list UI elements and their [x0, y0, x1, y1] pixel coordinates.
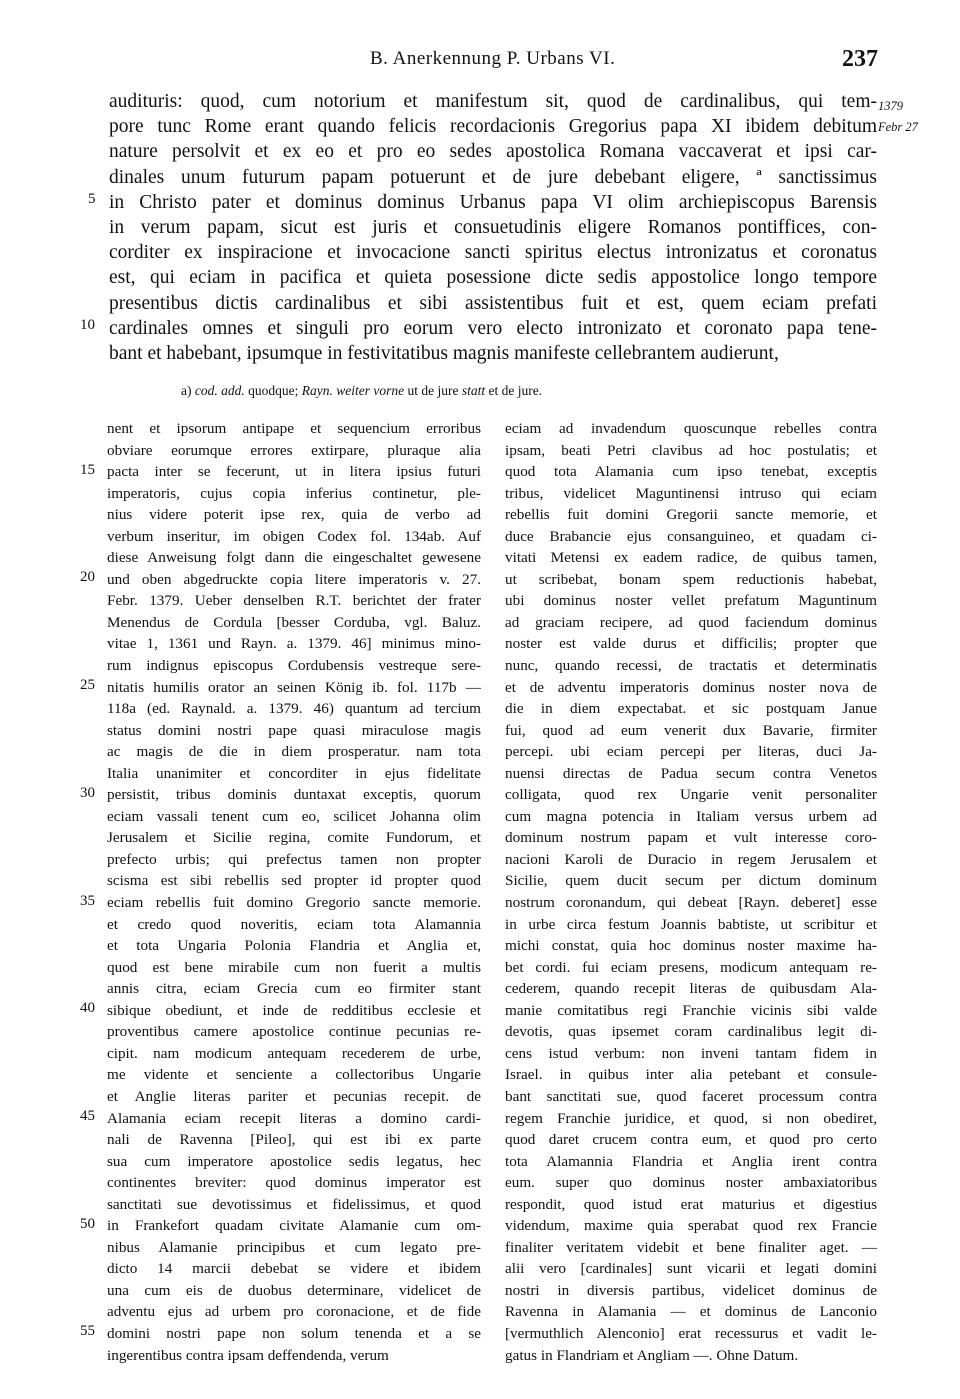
- text-line: eciam vassali tenent cum eo, scilicet Johanna olim: [107, 807, 481, 825]
- footnote-part: Rayn. weiter vorne: [301, 383, 405, 398]
- text-line: nostri in diversis partibus, videlicet dominus de: [505, 1281, 877, 1299]
- text-line: sua cum imperatore apostolice sedis legatus, hec: [107, 1152, 481, 1170]
- text-line: dominum nostrum papam et vult interesse coro-: [505, 829, 877, 847]
- text-line: nitatis humilis orator an seinen König ib. fol. 117b —: [107, 678, 481, 696]
- text-line: ad graciam recipere, ad quod faciendum dominus: [505, 613, 877, 631]
- right-column: [505, 418, 877, 1366]
- text-line: Israel. in quibus inter alia petebant et consule-: [505, 1066, 877, 1084]
- text-line: [vermuthlich Alenconio] erat recessurus et vadit le-: [505, 1324, 877, 1342]
- text-line: ipsam, beati Petri clavibus ad hoc postulatis; et: [505, 441, 877, 459]
- text-line: regem Franchie juridice, et quod, si non obediret,: [505, 1109, 877, 1127]
- text-line: pore tunc Rome erant quando felicis recordacionis Gregorius papa XI ibidem debitum: [109, 116, 877, 138]
- text-line: et Anglie literas pariter et pecunias recepit. de: [107, 1087, 481, 1105]
- text-line: domini nostri pape non solum tenenda et a se: [107, 1324, 481, 1342]
- text-line: ingerentibus contra ipsam deffendenda, verum: [107, 1346, 389, 1364]
- line-number: 15: [80, 462, 95, 478]
- text-line: rebellis fuit domini Gregorii sancte memorie, et: [505, 506, 877, 524]
- text-line: me vidente et senciente a collectoribus Ungarie: [107, 1066, 481, 1084]
- running-header: [0, 36, 960, 76]
- text-line: Italia unanimiter et concorditer in ejus fidelitate: [107, 764, 481, 782]
- text-line: audituris: quod, cum notorium et manifestum sit, quod de cardinalibus, qui tem-: [109, 91, 877, 112]
- text-line: duce Brabancie ejus consanguineo, et quadam ci-: [505, 527, 877, 545]
- text-line: fui, quod ad eum venerit dux Bavarie, firmiter: [505, 721, 877, 739]
- text-line: proventibus camere apostolice continue pecunias re-: [107, 1023, 481, 1041]
- line-number: 25: [80, 677, 95, 693]
- text-line: die in diem expectabat. et sic postquam Janue: [505, 700, 877, 718]
- line-number: 55: [80, 1323, 95, 1339]
- footnote: [181, 383, 542, 399]
- margin-date-note: [878, 96, 938, 138]
- text-line: colligata, quod rex Ungarie venit personaliter: [505, 786, 877, 804]
- text-line: bet cordi. fui eciam presens, modicum antequam re-: [505, 958, 877, 976]
- text-line: in Frankefort quadam civitate Alamanie cum om-: [107, 1217, 481, 1235]
- text-line: in verum papam, sicut est juris et consuetudinis eligere Romanos pontiffices, con-: [109, 217, 877, 239]
- text-line: dinales unum futurum papam potuerunt et de jure debebant eligere, ª sanctissimus: [109, 166, 877, 188]
- text-line: ac magis de die in diem prosperatur. nam tota: [107, 743, 481, 761]
- text-line: pacta inter se fecerunt, ut in litera ipsius futuri: [107, 463, 481, 481]
- text-line: nature persolvit et ex eo et pro eo sedes apostolica Romana vaccaverat et ipsi car-: [109, 141, 877, 163]
- text-line: nunc, quando recessi, de tractatis et determinatis: [505, 657, 877, 675]
- left-column: [107, 418, 481, 1366]
- text-line: eciam rebellis fuit domino Gregorio sancte memorie.: [107, 894, 481, 912]
- text-line: bant sanctitati sue, quod faceret processum contra: [505, 1087, 877, 1105]
- margin-year: 1379: [878, 99, 903, 113]
- text-line: quod tota Alamania cum ipso tenebat, exceptis: [505, 463, 877, 481]
- text-line: adventu ejus ad urbem pro coronacione, et de fide: [107, 1303, 481, 1321]
- text-line: bant et habebant, ipsumque in festivitatibus magnis manifeste cellebrantem audierunt,: [109, 343, 779, 365]
- text-line: una cum eis de duobus determinare, videlicet de: [107, 1281, 481, 1299]
- text-line: 118a (ed. Raynald. a. 1379. 46) quantum ad tercium: [107, 700, 481, 718]
- text-line: respondit, quod istud erat maturius et digestius: [505, 1195, 877, 1213]
- text-line: in urbe circa festum Joannis babtiste, ut scribitur et: [505, 915, 877, 933]
- text-line: et credo quod noveritis, eciam tota Alamannia: [107, 915, 481, 933]
- line-number: 30: [80, 785, 95, 801]
- text-line: nostrum coronandum, qui debeat [Rayn. deberet] esse: [505, 894, 877, 912]
- page-number: 237: [842, 46, 878, 72]
- text-line: alii vero [cardinales] sunt vicarii et legati domini: [505, 1260, 877, 1278]
- line-number: 10: [80, 317, 95, 333]
- text-line: persistit, tribus dominis duntaxat exceptis, quorum: [107, 786, 481, 804]
- text-line: cipit. nam modicum antequam recederem de urbe,: [107, 1044, 481, 1062]
- text-line: sibique obediunt, et inde de redditibus ecclesie et: [107, 1001, 481, 1019]
- footnote-part: statt: [461, 383, 486, 398]
- text-line: verbum inseritur, im obigen Codex fol. 134ab. Auf: [107, 527, 481, 545]
- running-title: B. Anerkennung P. Urbans VI.: [370, 48, 616, 69]
- text-line: cederem, quando recepit literas de quibusdam Ala-: [505, 980, 877, 998]
- text-line: gatus in Flandriam et Angliam —. Ohne Datum.: [505, 1346, 799, 1364]
- line-number: 20: [80, 569, 95, 585]
- line-number: 40: [80, 1000, 95, 1016]
- text-line: Sicilie, quem ducit secum per dictum dominum: [505, 872, 877, 890]
- text-line: Febr. 1379. Ueber denselben R.T. berichtet der frater: [107, 592, 481, 610]
- text-line: devotis, quas ipsemet coram cardinalibus legit di-: [505, 1023, 877, 1041]
- text-line: nuensi directas de Padua secum contra Venetos: [505, 764, 877, 782]
- text-line: imperatoris, cujus copia inferius continetur, ple-: [107, 484, 481, 502]
- text-line: nacioni Karoli de Duracio in regem Jerusalem et: [505, 850, 877, 868]
- text-line: nent et ipsorum antipape et sequencium erroribus: [107, 420, 481, 437]
- text-line: Menendus de Cordula [besser Corduba, vgl. Baluz.: [107, 613, 481, 631]
- text-line: tota Alamannia Flandria et Anglia irent contra: [505, 1152, 877, 1170]
- line-number: 35: [80, 893, 95, 909]
- text-line: diese Anweisung folgt dann die eingeschaltet gewesene: [107, 549, 481, 567]
- text-line: annis citra, eciam Grecia cum eo firmiter stant: [107, 980, 481, 998]
- text-line: ubi dominus noster vellet prefatum Maguntinum: [505, 592, 877, 610]
- text-line: Ravenna in Alamania — et dominus de Lanconio: [505, 1303, 877, 1321]
- text-line: cum magna potencia in Italiam versus urbem ad: [505, 807, 877, 825]
- text-line: percepi. ubi eciam percepi per literas, duci Ja-: [505, 743, 877, 761]
- text-line: scisma est sibi rebellis sed propter id propter quod: [107, 872, 481, 890]
- text-line: corditer ex inspiracione et invocacione sancti spiritus electus intronizatus et coronatus: [109, 242, 877, 264]
- text-line: vitae 1, 1361 und Rayn. a. 1379. 46] minimus mino-: [107, 635, 481, 653]
- line-number: 45: [80, 1108, 95, 1124]
- text-line: ut scribebat, bonam spem reductionis habebat,: [505, 570, 877, 588]
- footnote-part: ut de jure: [407, 383, 459, 398]
- text-line: und oben abgedruckte copia litere imperatoris v. 27.: [107, 570, 481, 588]
- text-line: cardinales omnes et singuli pro eorum vero electo intronizato et coronato papa tene-: [109, 317, 877, 339]
- text-line: noster est valde durus et difficilis; propter que: [505, 635, 877, 653]
- margin-date: Febr 27: [878, 120, 918, 134]
- text-line: michi constat, quia hoc dominus noster maxime ha-: [505, 937, 877, 955]
- text-line: cens istud verbum: non inveni tantam fidem in: [505, 1044, 877, 1062]
- main-text-block: [109, 89, 877, 366]
- text-line: nius videre poterit ipse rex, quia de verbo ad: [107, 506, 481, 524]
- text-line: rum indignus episcopus Cordubensis vestreque sere-: [107, 657, 481, 675]
- text-line: quod daret crucem contra eum, et quod pro certo: [505, 1131, 877, 1149]
- text-line: est, qui eciam in pacifica et quieta posessione dicte sedis appostolice longo tempore: [109, 267, 877, 289]
- text-line: Alamania eciam recepit literas a domino cardi-: [107, 1109, 481, 1127]
- text-line: nali de Ravenna [Pileo], qui est ibi ex parte: [107, 1131, 481, 1149]
- text-line: eum. super quo dominus noster ambaxiatoribus: [505, 1174, 877, 1192]
- footnote-part: quodque;: [248, 383, 299, 398]
- text-line: videndum, maxime quia sperabat quod rex Francie: [505, 1217, 877, 1235]
- footnote-part: et de jure.: [488, 383, 543, 398]
- text-line: manie comitatibus regi Franchie vicinis sibi valde: [505, 1001, 877, 1019]
- text-line: tribus, videlicet Maguntinensi intruso qui eciam: [505, 484, 877, 502]
- text-line: status domini nostri pape quasi miraculose magis: [107, 721, 481, 739]
- footnote-part: cod. add.: [194, 383, 245, 398]
- text-line: dicto 14 marcii debebat se videre et ibidem: [107, 1260, 481, 1278]
- text-line: finaliter veritatem videbit et bene finaliter aget. —: [505, 1238, 877, 1256]
- text-line: prefecto urbis; qui prefectus tamen non propter: [107, 850, 481, 868]
- line-number: 5: [88, 191, 96, 207]
- text-line: eciam ad invadendum quoscunque rebelles contra: [505, 420, 877, 437]
- text-line: continentes breviter: quod dominus imperator est: [107, 1174, 481, 1192]
- text-line: et de adventu imperatoris dominus noster nova de: [505, 678, 877, 696]
- text-line: in Christo pater et dominus dominus Urbanus papa VI olim archiepiscopus Barensis: [109, 191, 877, 213]
- text-line: nibus Alamanie principibus et cum legato pre-: [107, 1238, 481, 1256]
- text-line: sanctitati sue devotissimus et fidelissimus, et quod: [107, 1195, 481, 1213]
- text-line: Jerusalem et Sicilie regina, comite Fundorum, et: [107, 829, 481, 847]
- text-line: et tota Ungaria Polonia Flandria et Anglia et,: [107, 937, 481, 955]
- footnote-marker: a): [181, 383, 192, 398]
- text-line: obviare eorumque errores extirpare, pluraque alia: [107, 441, 481, 459]
- text-line: presentibus dictis cardinalibus et sibi assistentibus fuit et est, quem eciam prefati: [109, 292, 877, 314]
- text-line: vitati Metensi ex eadem radice, de quibus tamen,: [505, 549, 877, 567]
- text-line: quod est bene mirabile cum non fuerit a multis: [107, 958, 481, 976]
- line-number: 50: [80, 1216, 95, 1232]
